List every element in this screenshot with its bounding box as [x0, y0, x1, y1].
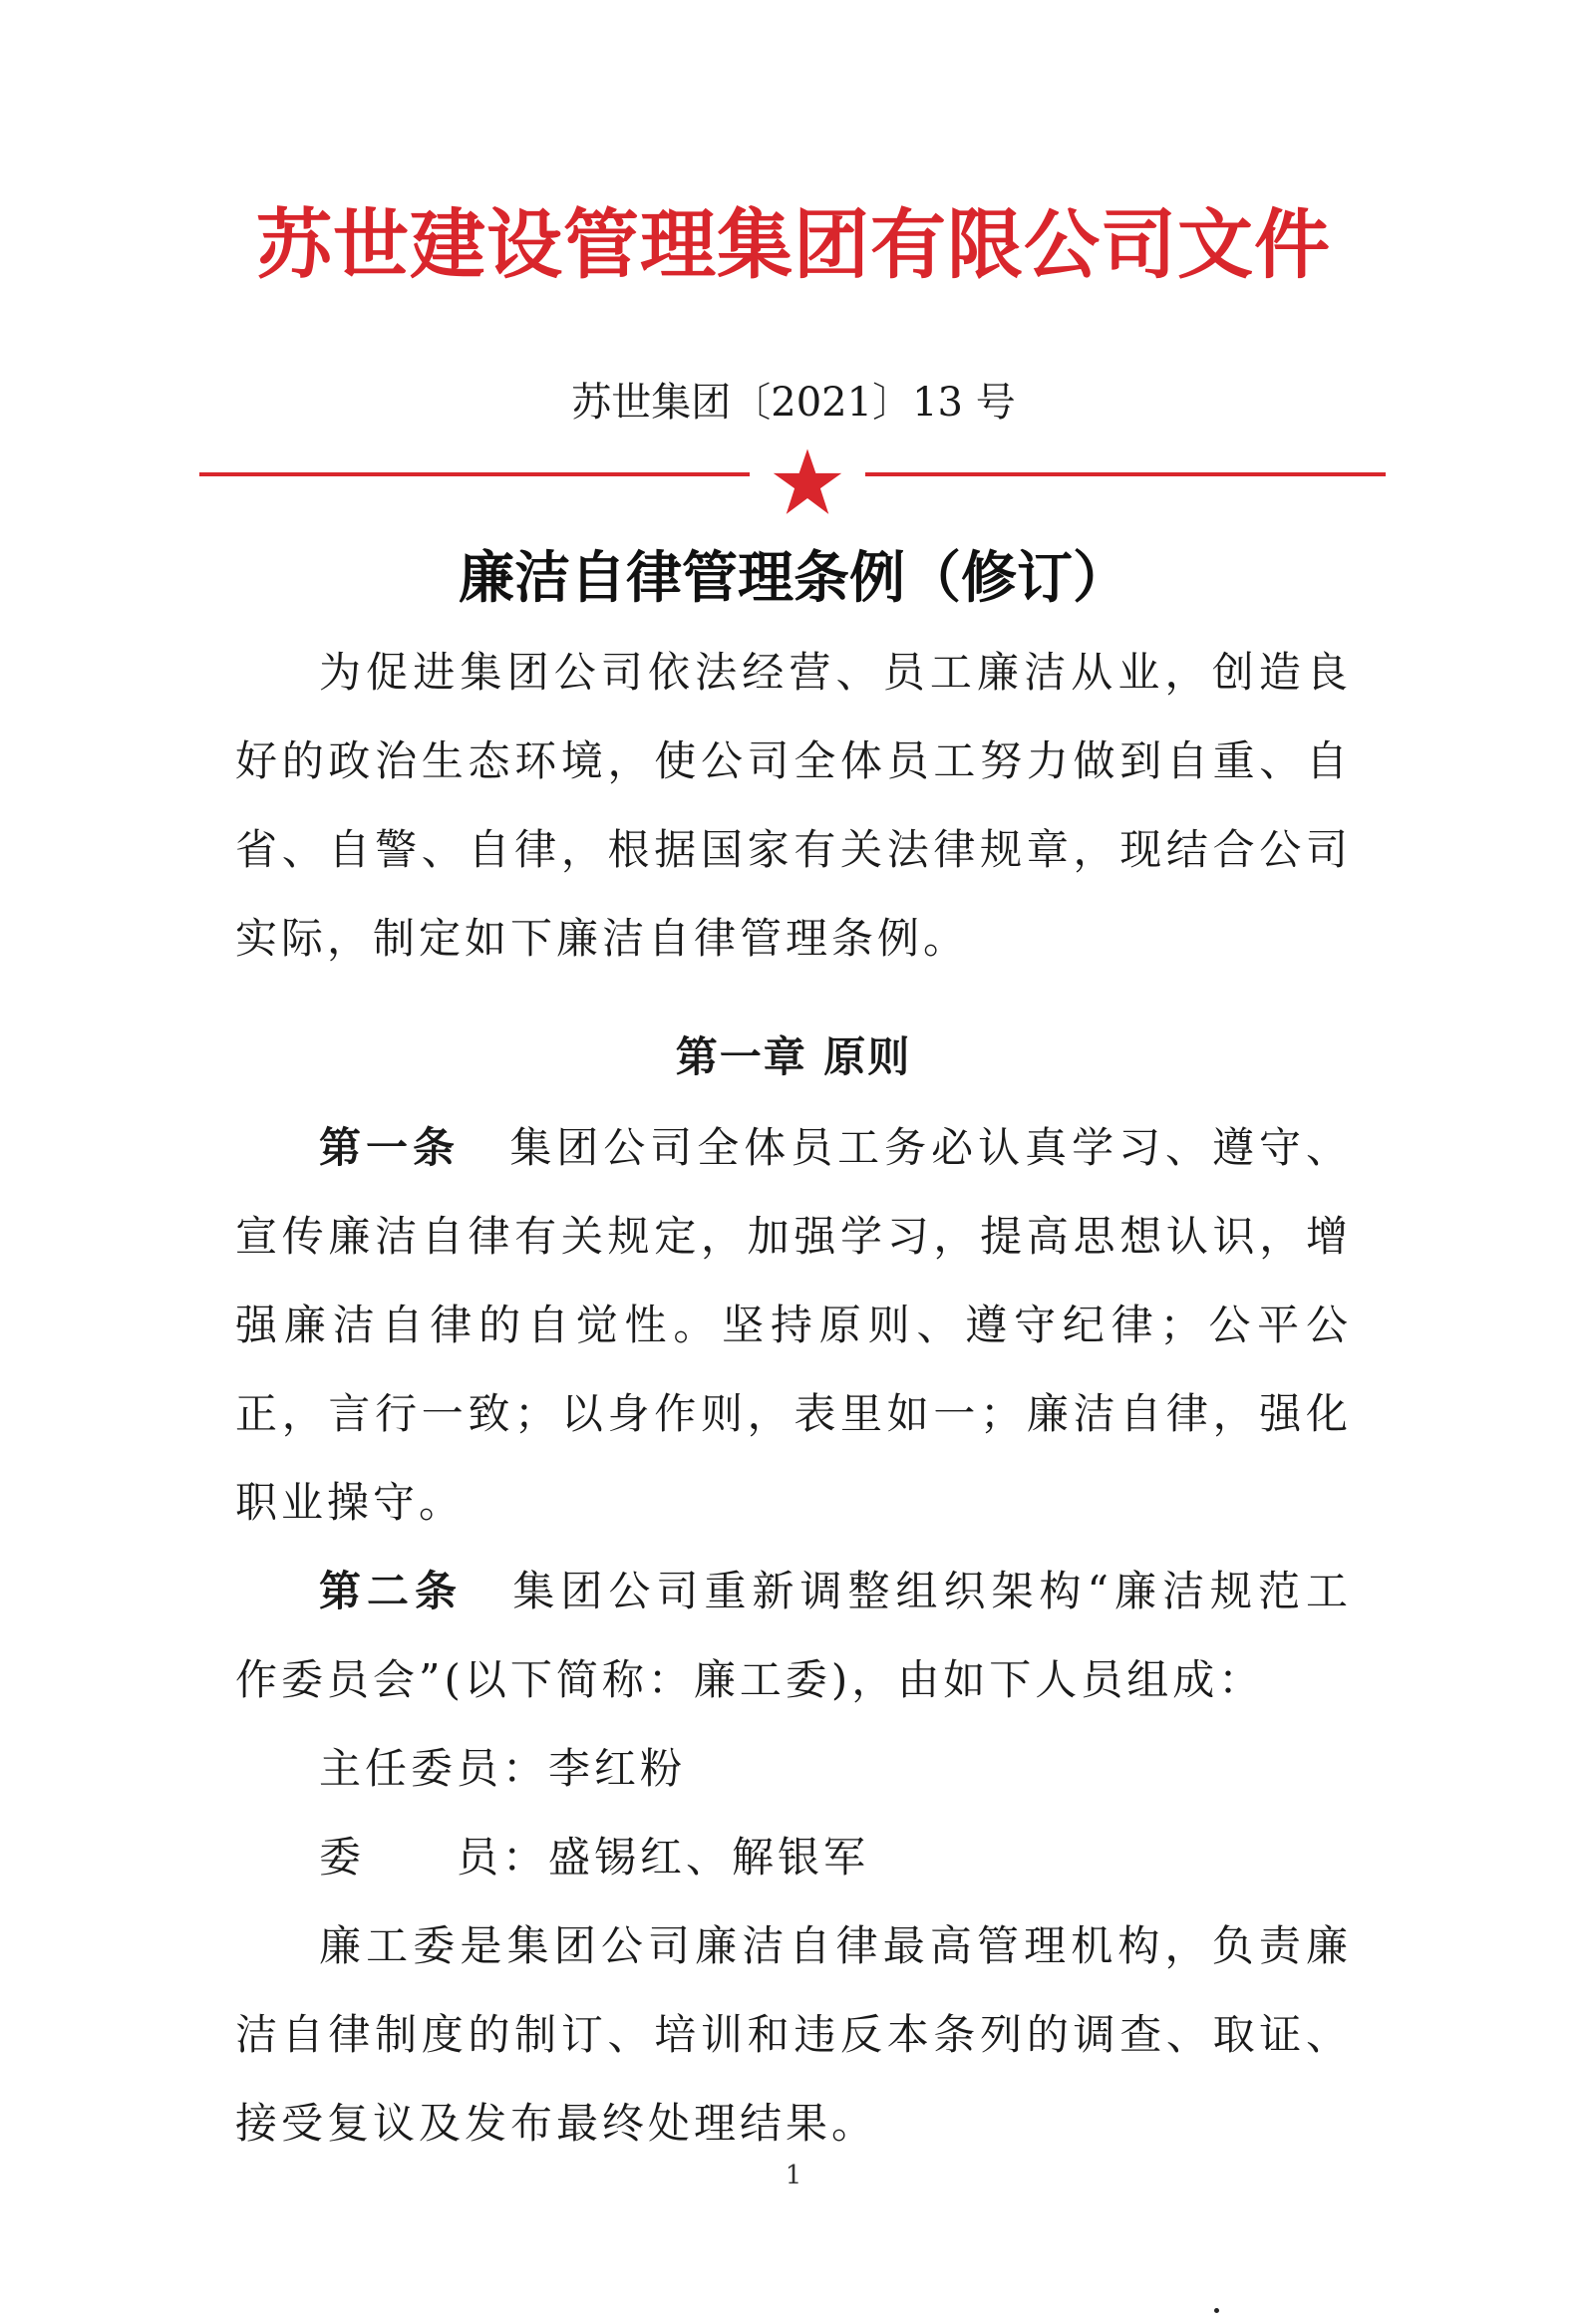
member-names: 李红粉 [548, 1744, 687, 1793]
committee-duty-paragraph: 廉工委是集团公司廉洁自律最高管理机构，负责廉洁自律制度的制订、培训和违反本条列的调查、取证、接受复议及发布最终处理结果。 [235, 1921, 1352, 2148]
article-1 [235, 1103, 1352, 1547]
document-number: 苏世集团〔2021〕13 号 [571, 380, 1016, 426]
red-star-icon [770, 444, 845, 520]
article-2-label: 第二条 [319, 1567, 464, 1615]
scan-speck [1214, 2308, 1219, 2313]
divider-line-left [199, 472, 750, 476]
divider-line-right [865, 472, 1386, 476]
letterhead-title: 苏世建设管理集团有限公司文件 [256, 200, 1331, 289]
document-title: 廉洁自律管理条例（修订） [459, 546, 1128, 611]
article-1-text: 集团公司全体员工务必认真学习、遵守、宣传廉洁自律有关规定，加强学习，提高思想认识，增强廉洁自律的自觉性。坚持原则、遵守纪律；公平公正，言行一致；以身作则，表里如一；廉洁自律，强化职业操守。 [235, 1123, 1352, 1527]
page-number: 1 [785, 2161, 802, 2190]
member-row [235, 1813, 1352, 1901]
article-1-label: 第一条 [319, 1123, 460, 1172]
member-names: 盛锡红、解银军 [548, 1833, 870, 1882]
intro-paragraph: 为促进集团公司依法经营、员工廉洁从业，创造良好的政治生态环境，使公司全体员工努力做到自重、自省、自警、自律，根据国家有关法律规章，现结合公司实际，制定如下廉洁自律管理条例。 [235, 648, 1352, 963]
red-divider [199, 452, 1386, 496]
member-role: 委 员： [319, 1833, 549, 1882]
article-2 [235, 1547, 1352, 1724]
member-role: 主任委员： [319, 1744, 549, 1793]
document-body [235, 628, 1352, 2168]
article-2-text: 集团公司重新调整组织架构“廉洁规范工作委员会”(以下简称：廉工委)，由如下人员组成： [235, 1567, 1352, 1704]
chapter-heading: 第一章 原则 [675, 1032, 912, 1081]
member-row [235, 1724, 1352, 1813]
